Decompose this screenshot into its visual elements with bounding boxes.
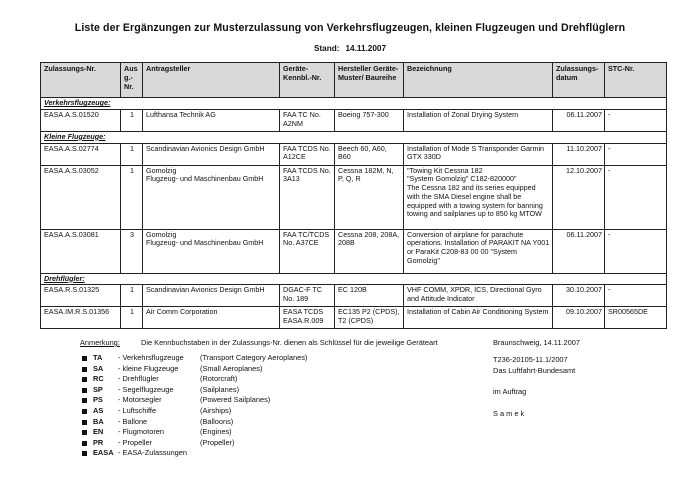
cell-antragsteller: Air Comm Corporation bbox=[143, 307, 280, 329]
cell-hersteller: Cessna 182M, N, P, Q, R bbox=[335, 165, 404, 229]
cell-antragsteller: Lufthansa Technik AG bbox=[143, 109, 280, 131]
legend-english: (Engines) bbox=[200, 427, 232, 437]
cell-hersteller: EC135 P2 (CPDS), T2 (CPDS) bbox=[335, 307, 404, 329]
annotation-text: Die Kennbuchstaben in der Zulassungs-Nr. dienen als Schlüssel für die jeweilige Geräteart bbox=[141, 338, 438, 347]
table-row bbox=[41, 285, 667, 307]
cell-bezeichnung: Conversion of airplane for parachute operations. Installation of PARAKIT NA Y001 or ParaKit C208-83 00 00 "System Gomolzig" bbox=[404, 229, 553, 273]
bullet-icon bbox=[82, 451, 87, 456]
cell-datum: 06.11.2007 bbox=[553, 109, 605, 131]
signer-name: S a m e k bbox=[493, 409, 525, 418]
legend-code: EN bbox=[93, 427, 104, 437]
legend-description: - Ballone bbox=[118, 416, 148, 426]
legend-description: - Verkehrsflugzeuge bbox=[118, 353, 184, 362]
legend-description: - Segelflugzeuge bbox=[118, 384, 174, 394]
registration-table bbox=[40, 62, 667, 329]
legend-code: PS bbox=[93, 395, 103, 405]
legend-english: (Small Aeroplanes) bbox=[200, 363, 263, 373]
cell-antragsteller: Gomolzig Flugzeug- und Maschinenbau GmbH bbox=[143, 229, 280, 273]
on-behalf-label: im Auftrag bbox=[493, 387, 527, 396]
legend-english: (Rotorcraft) bbox=[200, 374, 238, 384]
document-title: Liste der Ergänzungen zur Musterzulassung von Verkehrsflugzeugen, kleinen Flugzeugen und Drehflüglern bbox=[74, 22, 626, 34]
cell-ausg-nr: 1 bbox=[121, 109, 143, 131]
legend-english: (Transport Category Aeroplanes) bbox=[200, 353, 308, 362]
cell-kennbl-nr: DGAC-F TC No. 189 bbox=[280, 285, 335, 307]
col-header-ausg-nr: Ausg.-Nr. bbox=[121, 63, 143, 98]
bullet-icon bbox=[82, 430, 87, 435]
legend-english: (Sailplanes) bbox=[200, 384, 240, 394]
legend-description: - Drehflügler bbox=[118, 374, 159, 384]
cell-zulassungs-nr: EASA.R.S.01325 bbox=[41, 285, 121, 307]
reference-number: T236-20105-11.1/2007 bbox=[493, 355, 568, 364]
table-row bbox=[41, 165, 667, 229]
cell-stc-nr: - bbox=[605, 285, 667, 307]
cell-datum: 12.10.2007 bbox=[553, 165, 605, 229]
bullet-icon bbox=[82, 388, 87, 393]
legend-code: AS bbox=[93, 405, 104, 415]
col-header-antragsteller: Antragsteller bbox=[143, 63, 280, 98]
cell-bezeichnung: Installation of Mode S Transponder Garmin GTX 330D bbox=[404, 143, 553, 165]
cell-bezeichnung: Installation of Cabin Air Conditioning System bbox=[404, 307, 553, 329]
col-header-bezeichnung: Bezeichnung bbox=[404, 63, 553, 98]
legend-description: - Flugmotoren bbox=[118, 427, 165, 437]
table-row bbox=[41, 143, 667, 165]
cell-hersteller: Cessna 208, 208A, 208B bbox=[335, 229, 404, 273]
cell-kennbl-nr: FAA TC/TCDS No. A37CE bbox=[280, 229, 335, 273]
bullet-icon bbox=[82, 409, 87, 414]
section-heading-row bbox=[41, 273, 667, 285]
col-header-zulassungs-nr: Zulassungs-Nr. bbox=[41, 63, 121, 98]
legend-code: RC bbox=[93, 374, 104, 384]
cell-kennbl-nr: FAA TCDS No. 3A13 bbox=[280, 165, 335, 229]
cell-bezeichnung: VHF COMM, XPDR, ICS, Directional Gyro and Attitude Indicator bbox=[404, 285, 553, 307]
cell-zulassungs-nr: EASA.A.S.03081 bbox=[41, 229, 121, 273]
annotation-label: Anmerkung: bbox=[80, 338, 120, 347]
cell-stc-nr: - bbox=[605, 109, 667, 131]
cell-stc-nr: SR00565DE bbox=[605, 307, 667, 329]
cell-zulassungs-nr: EASA.IM.R.S.01356 bbox=[41, 307, 121, 329]
section-heading: Verkehrsflugzeuge: bbox=[41, 98, 667, 110]
table-row bbox=[41, 229, 667, 273]
legend-code: SA bbox=[93, 363, 104, 373]
bullet-icon bbox=[82, 420, 87, 425]
legend-code: TA bbox=[93, 353, 103, 362]
legend-description: - Luftschiffe bbox=[118, 405, 157, 415]
cell-kennbl-nr: EASA TCDS EASA.R.009 bbox=[280, 307, 335, 329]
cell-stc-nr: - bbox=[605, 143, 667, 165]
stand-label: Stand: bbox=[313, 44, 340, 53]
bullet-icon bbox=[82, 356, 87, 361]
legend-description: - kleine Flugzeuge bbox=[118, 363, 179, 373]
cell-datum: 30.10.2007 bbox=[553, 285, 605, 307]
table-row bbox=[41, 109, 667, 131]
cell-stc-nr: - bbox=[605, 229, 667, 273]
legend-english: (Propeller) bbox=[200, 437, 235, 447]
cell-antragsteller: Scandinavian Avionics Design GmbH bbox=[143, 285, 280, 307]
cell-kennbl-nr: FAA TC No. A2NM bbox=[280, 109, 335, 131]
cell-datum: 11.10.2007 bbox=[553, 143, 605, 165]
cell-zulassungs-nr: EASA.A.S.03052 bbox=[41, 165, 121, 229]
cell-zulassungs-nr: EASA.A.S.02774 bbox=[41, 143, 121, 165]
stand-date: 14.11.2007 bbox=[345, 44, 386, 53]
cell-ausg-nr: 1 bbox=[121, 307, 143, 329]
section-heading-row bbox=[41, 131, 667, 143]
section-heading: Drehflügler: bbox=[41, 273, 667, 285]
col-header-kennbl-nr: Geräte-Kennbl.-Nr. bbox=[280, 63, 335, 98]
table-row bbox=[41, 307, 667, 329]
cell-antragsteller: Gomolzig Flugzeug- und Maschinenbau GmbH bbox=[143, 165, 280, 229]
cell-hersteller: Beech 60, A60, B60 bbox=[335, 143, 404, 165]
legend-description: - Propeller bbox=[118, 437, 153, 447]
table-header-row bbox=[41, 63, 667, 98]
legend-code: EASA bbox=[93, 448, 114, 458]
cell-hersteller: EC 120B bbox=[335, 285, 404, 307]
cell-bezeichnung: "Towing Kit Cessna 182 "System Gomolzig" C182-820000" The Cessna 182 and its series equipped with the SMA Diesel engine shall be equipped with a towing system for banning towing and sailplanes up to 850 kg MTOW bbox=[404, 165, 553, 229]
legend-english: (Balloons) bbox=[200, 416, 234, 426]
legend-english: (Powered Sailplanes) bbox=[200, 395, 271, 405]
cell-kennbl-nr: FAA TCDS No. A12CE bbox=[280, 143, 335, 165]
section-heading-row bbox=[41, 98, 667, 110]
stand-line bbox=[0, 44, 700, 53]
legend-english: (Airships) bbox=[200, 405, 232, 415]
col-header-stc-nr: STC-Nr. bbox=[605, 63, 667, 98]
bullet-icon bbox=[82, 441, 87, 446]
cell-stc-nr: - bbox=[605, 165, 667, 229]
cell-datum: 09.10.2007 bbox=[553, 307, 605, 329]
legend-description: - Motorsegler bbox=[118, 395, 162, 405]
section-heading: Kleine Flugzeuge: bbox=[41, 131, 667, 143]
bullet-icon bbox=[82, 367, 87, 372]
cell-ausg-nr: 1 bbox=[121, 165, 143, 229]
legend-description: - EASA-Zulassungen bbox=[118, 448, 188, 458]
col-header-hersteller: Hersteller Geräte-Muster/ Baureihe bbox=[335, 63, 404, 98]
col-header-zulassungsdatum: Zulassungs-datum bbox=[553, 63, 605, 98]
cell-ausg-nr: 1 bbox=[121, 143, 143, 165]
cell-antragsteller: Scandinavian Avionics Design GmbH bbox=[143, 143, 280, 165]
cell-zulassungs-nr: EASA.A.S.01520 bbox=[41, 109, 121, 131]
legend-code: BA bbox=[93, 416, 104, 426]
bullet-icon bbox=[82, 377, 87, 382]
cell-bezeichnung: Installation of Zonal Drying System bbox=[404, 109, 553, 131]
place-date: Braunschweig, 14.11.2007 bbox=[493, 338, 580, 347]
cell-ausg-nr: 3 bbox=[121, 229, 143, 273]
authority-name: Das Luftfahrt-Bundesamt bbox=[493, 366, 576, 375]
cell-ausg-nr: 1 bbox=[121, 285, 143, 307]
cell-hersteller: Boeing 757-300 bbox=[335, 109, 404, 131]
cell-datum: 06.11.2007 bbox=[553, 229, 605, 273]
legend-code: SP bbox=[93, 384, 103, 394]
legend-code: PR bbox=[93, 437, 104, 447]
bullet-icon bbox=[82, 398, 87, 403]
